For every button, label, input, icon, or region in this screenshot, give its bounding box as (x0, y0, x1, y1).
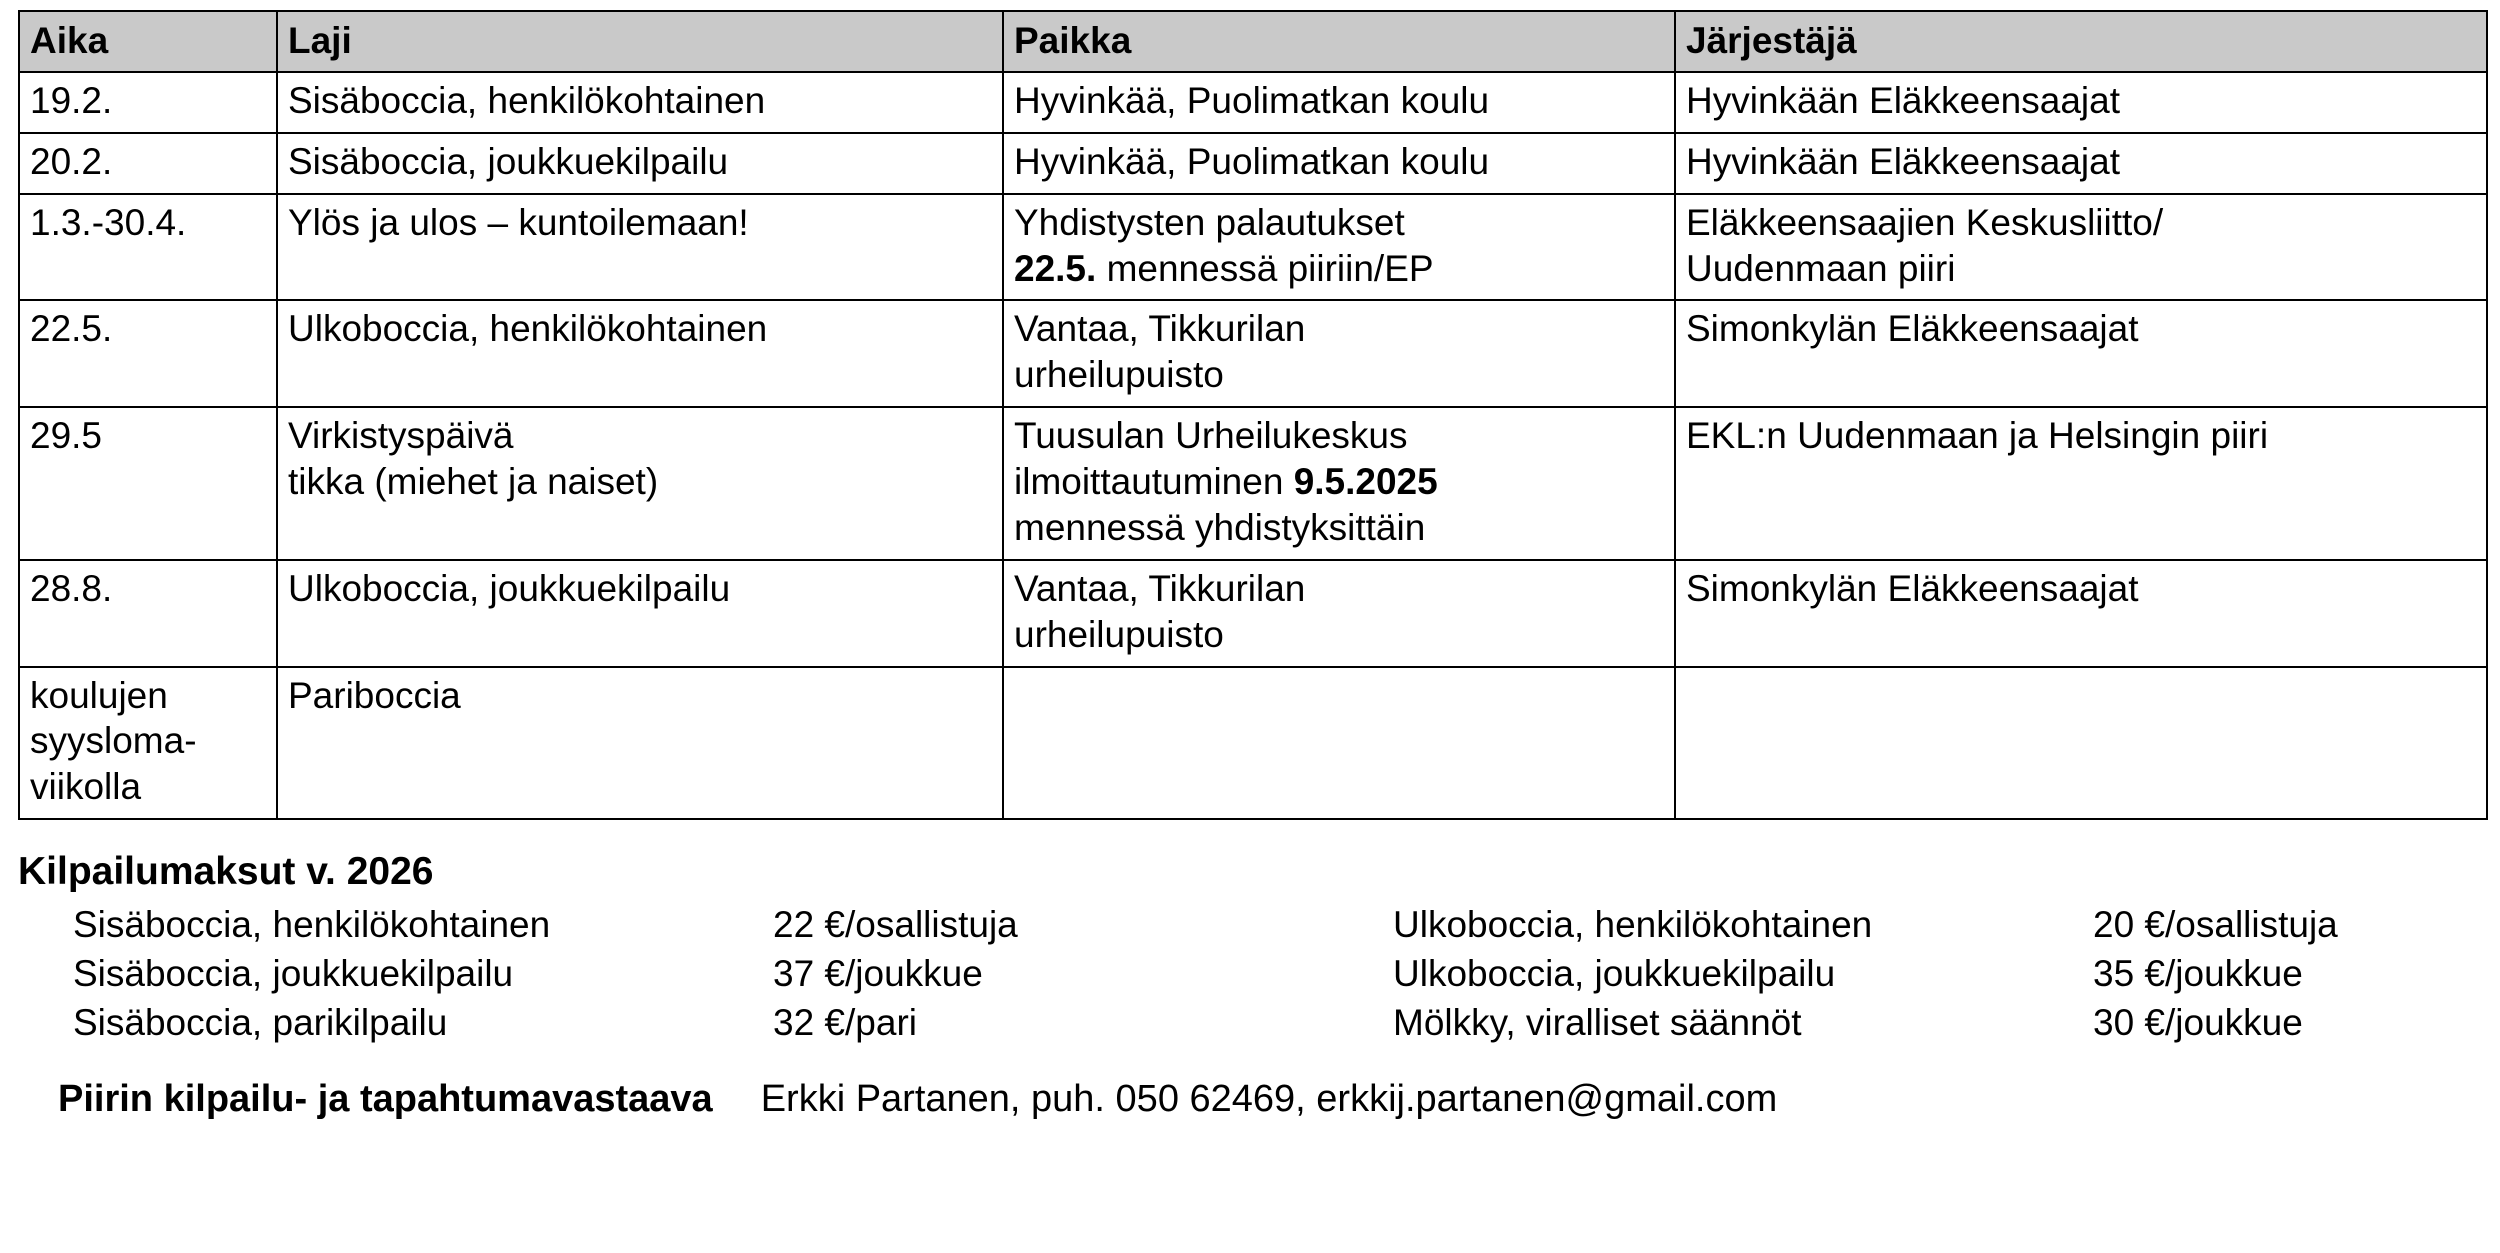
cell-line: Yhdistysten palautukset (1014, 201, 1405, 243)
column-header-laji: Laji (277, 11, 1003, 72)
cell-line: Hyvinkään Eläkkeensaajat (1686, 140, 2120, 182)
cell-line: Ulkoboccia, joukkuekilpailu (288, 567, 731, 609)
cell-paikka (1003, 560, 1675, 667)
cell-jarjestaja (1675, 300, 2487, 407)
cell-laji (277, 72, 1003, 133)
cell-line: urheilupuisto (1014, 354, 1224, 396)
cell-aika (19, 407, 277, 560)
table-row (19, 667, 2487, 820)
fee-price: 32 €/pari (773, 1002, 917, 1044)
cell-jarjestaja (1675, 667, 2487, 820)
cell-laji (277, 194, 1003, 301)
contact-label: Piirin kilpailu- ja tapahtumavastaava (58, 1078, 713, 1121)
cell-line: Vantaa, Tikkurilan (1014, 308, 1306, 350)
cell-line: syysloma- (30, 720, 197, 762)
cell-line: viikolla (30, 766, 142, 808)
cell-line: 22.5. (30, 308, 113, 350)
column-header-aika: Aika (19, 11, 277, 72)
cell-laji (277, 667, 1003, 820)
contact-row (58, 1078, 2500, 1121)
column-header-paikka: Paikka (1003, 11, 1675, 72)
schedule-table (18, 10, 2488, 820)
emphasised-date: 9.5.2025 (1293, 461, 1438, 502)
cell-line: Tuusulan Urheilukeskus (1014, 415, 1408, 457)
cell-line: koulujen (30, 674, 168, 716)
cell-line: 22.5. mennessä piiriin/EP (1014, 247, 1434, 289)
table-row (19, 133, 2487, 194)
cell-line: Sisäboccia, henkilökohtainen (288, 79, 766, 121)
cell-line: Simonkylän Eläkkeensaajat (1686, 567, 2139, 609)
cell-laji (277, 300, 1003, 407)
cell-paikka (1003, 194, 1675, 301)
cell-laji (277, 407, 1003, 560)
cell-line: EKL:n Uudenmaan ja Helsingin piiri (1686, 415, 2269, 457)
cell-line: Eläkkeensaajien Keskusliitto/ (1686, 201, 2164, 243)
cell-line: 1.3.-30.4. (30, 201, 187, 243)
cell-line: 19.2. (30, 79, 113, 121)
fee-name: Ulkoboccia, henkilökohtainen (1393, 904, 1873, 946)
cell-line: tikka (miehet ja naiset) (288, 461, 659, 502)
fees-section (18, 850, 2500, 1044)
column-header-jarjestaja: Järjestäjä (1675, 11, 2487, 72)
cell-line: 29.5 (30, 415, 103, 457)
table-row (19, 407, 2487, 560)
cell-aika (19, 560, 277, 667)
cell-line: Vantaa, Tikkurilan (1014, 567, 1306, 609)
contact-value: Erkki Partanen, puh. 050 62469, erkkij.partanen@gmail.com (760, 1078, 1778, 1121)
cell-paikka (1003, 72, 1675, 133)
fee-price: 30 €/joukkue (2093, 1002, 2303, 1044)
fee-name: Ulkoboccia, joukkuekilpailu (1393, 953, 1836, 995)
cell-laji (277, 133, 1003, 194)
emphasised-date: 22.5. (1014, 247, 1097, 289)
cell-line: Ulkoboccia, henkilökohtainen (288, 308, 768, 350)
cell-laji (277, 560, 1003, 667)
cell-line: Uudenmaan piiri (1686, 247, 1956, 289)
cell-aika (19, 133, 277, 194)
cell-jarjestaja (1675, 560, 2487, 667)
cell-line: Pariboccia (288, 674, 461, 716)
table-row (19, 560, 2487, 667)
cell-line: urheilupuisto (1014, 613, 1224, 655)
cell-line: mennessä yhdistyksittäin (1014, 506, 1426, 548)
cell-aika (19, 667, 277, 820)
cell-jarjestaja (1675, 72, 2487, 133)
fee-name: Sisäboccia, henkilökohtainen (73, 904, 551, 946)
cell-jarjestaja (1675, 407, 2487, 560)
cell-aika (19, 72, 277, 133)
cell-line: Sisäboccia, joukkuekilpailu (288, 140, 729, 182)
fee-price: 22 €/osallistuja (773, 904, 1018, 946)
fee-price: 37 €/joukkue (773, 953, 983, 995)
cell-jarjestaja (1675, 194, 2487, 301)
fee-price: 20 €/osallistuja (2093, 904, 2338, 946)
cell-paikka (1003, 667, 1675, 820)
cell-jarjestaja (1675, 133, 2487, 194)
table-row (19, 72, 2487, 133)
fee-name: Sisäboccia, parikilpailu (73, 1002, 448, 1044)
cell-line: Hyvinkään Eläkkeensaajat (1686, 79, 2120, 121)
table-header-row (19, 11, 2487, 72)
cell-aika (19, 194, 277, 301)
fees-title: Kilpailumaksut v. 2026 (18, 850, 434, 894)
fees-grid (73, 904, 2500, 1044)
fee-name: Sisäboccia, joukkuekilpailu (73, 953, 514, 995)
cell-line: Hyvinkää, Puolimatkan koulu (1014, 140, 1490, 182)
cell-aika (19, 300, 277, 407)
cell-line: Virkistyspäivä (288, 415, 514, 457)
fee-name: Mölkky, viralliset säännöt (1393, 1002, 1802, 1044)
cell-line: 20.2. (30, 140, 113, 182)
cell-line: 28.8. (30, 567, 113, 609)
cell-paikka (1003, 133, 1675, 194)
table-row (19, 300, 2487, 407)
cell-paikka (1003, 407, 1675, 560)
cell-line: Hyvinkää, Puolimatkan koulu (1014, 79, 1490, 121)
cell-paikka (1003, 300, 1675, 407)
cell-line: Ylös ja ulos – kuntoilemaan! (288, 201, 749, 243)
cell-line: ilmoittautuminen 9.5.2025 (1014, 461, 1438, 502)
cell-line: Simonkylän Eläkkeensaajat (1686, 308, 2139, 350)
table-row (19, 194, 2487, 301)
fee-price: 35 €/joukkue (2093, 953, 2303, 995)
